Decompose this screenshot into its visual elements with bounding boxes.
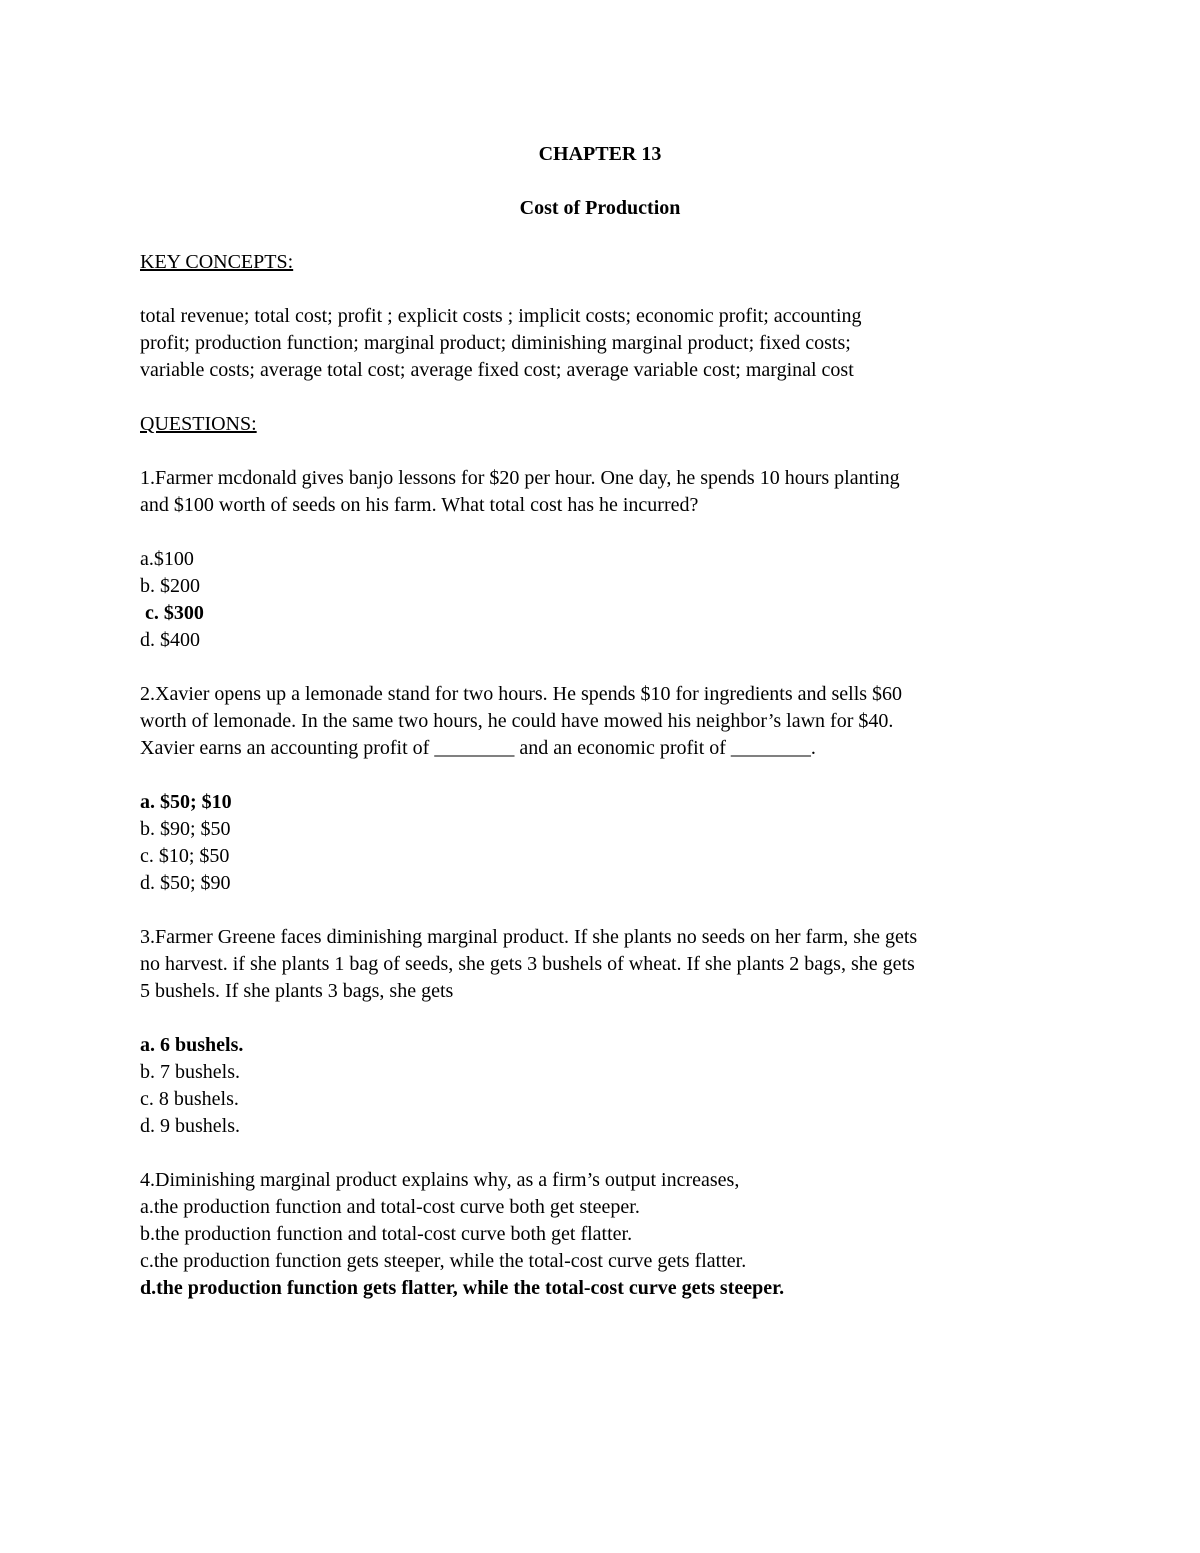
question-1 [140, 465, 1070, 681]
question-text-line: 5 bushels. If she plants 3 bags, she gets [140, 980, 454, 1002]
key-concepts-line: variable costs; average total cost; average fixed cost; average variable cost; marginal cost [140, 359, 854, 381]
answer-option: a.the production function and total-cost curve both get steeper. [140, 1196, 640, 1218]
answer-option: c. $10; $50 [140, 845, 230, 867]
answer-option-correct: c. $300 [140, 602, 204, 624]
answer-option: d. 9 bushels. [140, 1115, 240, 1137]
question-text-line: 3.Farmer Greene faces diminishing marginal product. If she plants no seeds on her farm, she gets [140, 926, 918, 948]
answer-option: d. $50; $90 [140, 872, 231, 894]
answer-option: c.the production function gets steeper, while the total-cost curve gets flatter. [140, 1250, 747, 1272]
question-text-line: 1.Farmer mcdonald gives banjo lessons for $20 per hour. One day, he spends 10 hours planting [140, 467, 900, 489]
answer-option-correct: a. 6 bushels. [140, 1034, 244, 1056]
document-page [140, 141, 1070, 1302]
answer-option: b. $90; $50 [140, 818, 231, 840]
answer-option: a.$100 [140, 548, 194, 570]
question-text-line: worth of lemonade. In the same two hours, he could have mowed his neighbor’s lawn for $40. [140, 710, 894, 732]
question-text-line: Xavier earns an accounting profit of ________ and an economic profit of ________. [140, 737, 816, 759]
questions-list [140, 465, 1070, 1302]
chapter-title: Cost of Production [519, 197, 681, 219]
answer-option: d. $400 [140, 629, 200, 651]
answer-option: b. 7 bushels. [140, 1061, 240, 1083]
answer-option: b.the production function and total-cost curve both get flatter. [140, 1223, 633, 1245]
question-text-line: no harvest. if she plants 1 bag of seeds, she gets 3 bushels of wheat. If she plants 2 bags, she gets [140, 953, 915, 975]
answer-option-correct: a. $50; $10 [140, 791, 232, 813]
questions-heading: QUESTIONS: [140, 413, 257, 435]
key-concepts-line: total revenue; total cost; profit ; explicit costs ; implicit costs; economic profit; accounting [140, 305, 862, 327]
question-2 [140, 681, 1070, 924]
key-concepts-line: profit; production function; marginal product; diminishing marginal product; fixed costs; [140, 332, 851, 354]
question-3 [140, 924, 1070, 1167]
question-4 [140, 1167, 1070, 1302]
question-text-line: and $100 worth of seeds on his farm. What total cost has he incurred? [140, 494, 699, 516]
answer-option-correct: d.the production function gets flatter, while the total-cost curve gets steeper. [140, 1277, 785, 1299]
answer-option: b. $200 [140, 575, 200, 597]
question-text-line: 2.Xavier opens up a lemonade stand for two hours. He spends $10 for ingredients and sells $60 [140, 683, 903, 705]
key-concepts-list [140, 303, 1070, 384]
chapter-heading: CHAPTER 13 [538, 143, 662, 165]
question-text-line: 4.Diminishing marginal product explains why, as a firm’s output increases, [140, 1169, 740, 1191]
answer-option: c. 8 bushels. [140, 1088, 239, 1110]
key-concepts-heading: KEY CONCEPTS: [140, 251, 294, 273]
